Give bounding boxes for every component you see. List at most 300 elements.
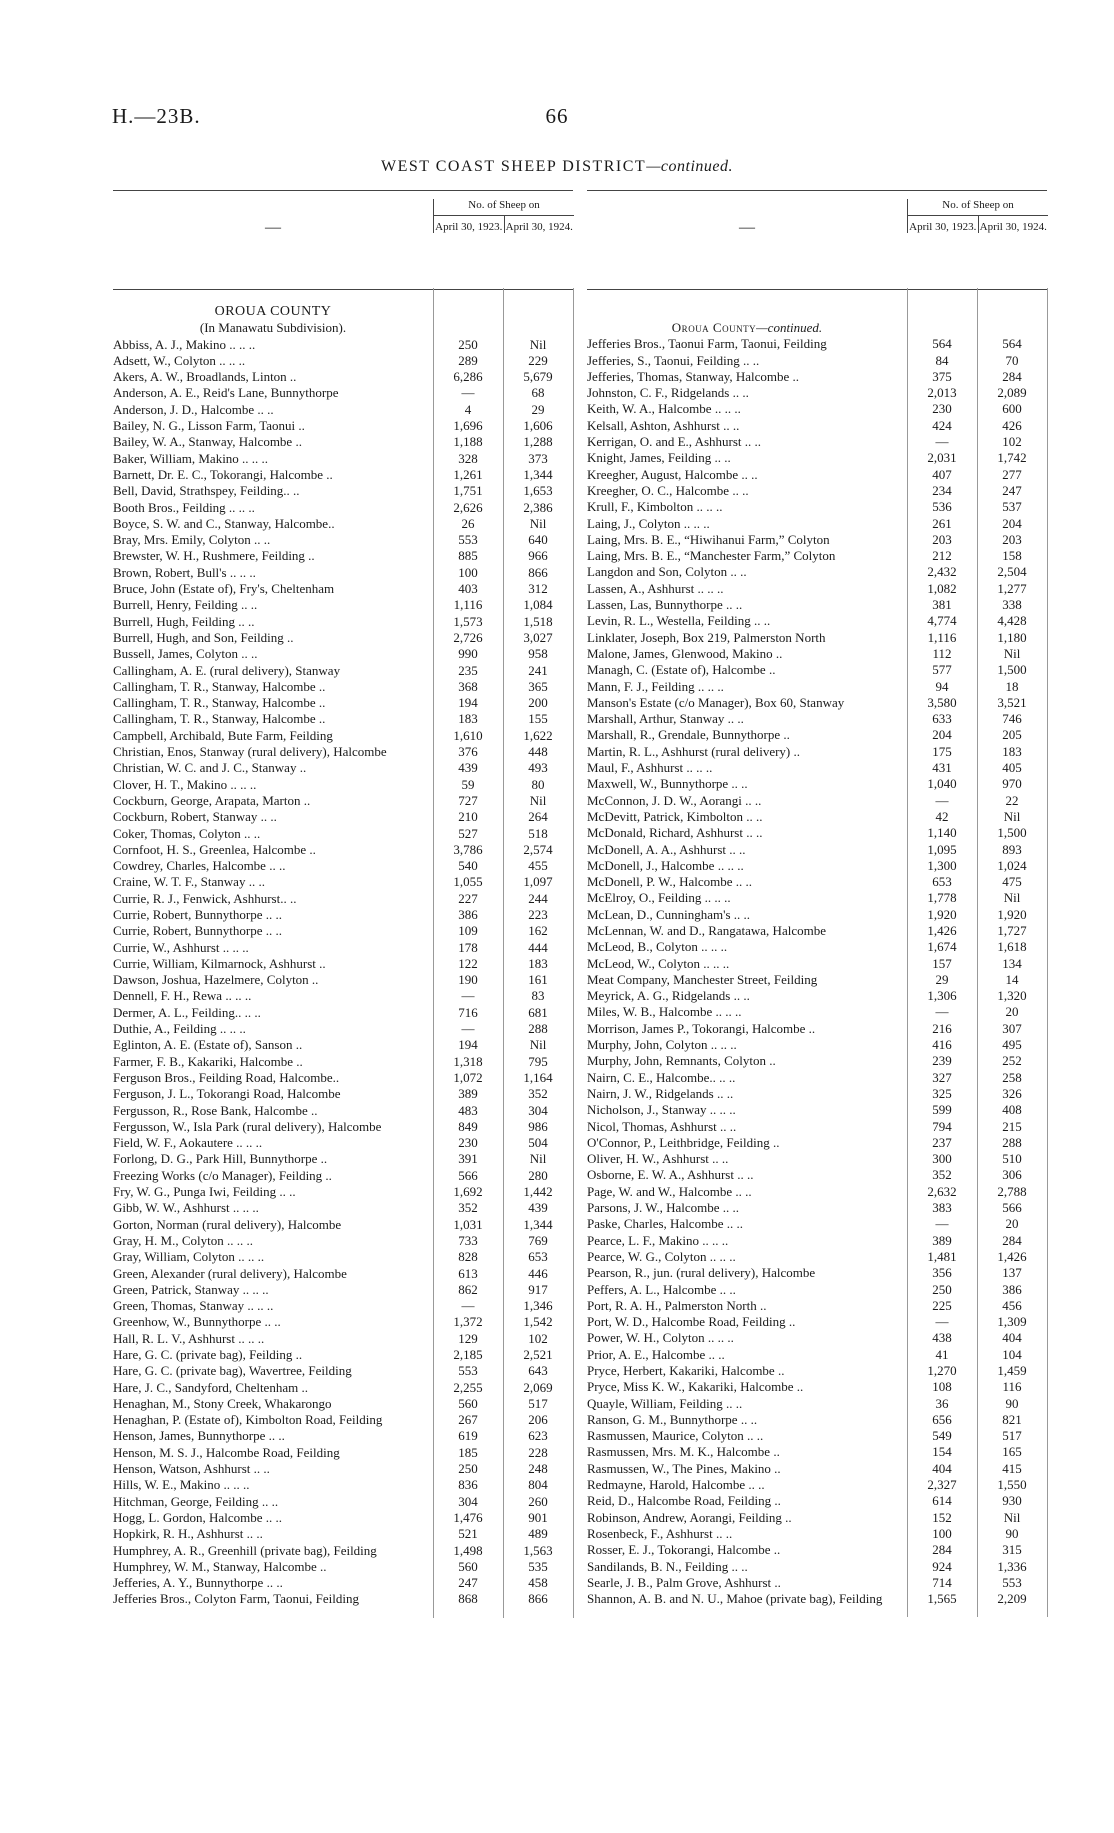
right-column: [587, 190, 1047, 1607]
sheep-1924-cell: 1,084: [523, 597, 553, 613]
page-number: 66: [545, 104, 569, 128]
sheep-1923-cell: 1,318: [453, 1053, 483, 1069]
sheep-1924-cell: 456: [1002, 1297, 1022, 1313]
owner-name-cell: Pearce, L. F., Makino .. .. ..: [587, 1232, 729, 1248]
table-row: [587, 1135, 1047, 1151]
sheep-1924-cell: 102: [528, 1330, 548, 1346]
sheep-1924-cell: 1,500: [997, 825, 1027, 841]
owner-name-cell: Parsons, J. W., Halcombe .. ..: [587, 1200, 740, 1216]
sheep-1923-cell: 3,786: [453, 841, 483, 857]
sheep-1923-cell: 3,580: [927, 694, 957, 710]
sheep-1923-cell: 284: [932, 1542, 952, 1558]
sheep-1923-cell: 1,481: [927, 1248, 957, 1264]
table-row: [113, 1200, 573, 1216]
sheep-1924-cell: 866: [528, 564, 548, 580]
sheep-1923-cell: —: [461, 385, 475, 401]
sheep-1924-cell: 1,622: [523, 727, 553, 743]
owner-name-cell: Christian, Enos, Stanway (rural delivery), Halcombe: [113, 744, 387, 760]
table-row: [113, 614, 573, 630]
table-row: [113, 565, 573, 581]
sheep-1923-cell: —: [935, 792, 949, 808]
owner-name-cell: Jefferies, Thomas, Stanway, Halcombe ..: [587, 368, 800, 384]
owner-name-cell: Brewster, W. H., Rushmere, Feilding ..: [113, 548, 315, 564]
sheep-1924-cell: 288: [528, 1021, 548, 1037]
owner-name-cell: McLeod, B., Colyton .. .. ..: [587, 939, 728, 955]
table-row: [113, 956, 573, 972]
owner-name-cell: Jefferies, S., Taonui, Feilding .. ..: [587, 352, 760, 368]
sheep-1924-cell: 681: [528, 1004, 548, 1020]
table-row: [113, 940, 573, 956]
sheep-1923-cell: 100: [458, 564, 478, 580]
table-row: [587, 581, 1047, 597]
sheep-1924-cell: 134: [1002, 955, 1022, 971]
owner-name-cell: Meyrick, A. G., Ridgelands .. ..: [587, 988, 750, 1004]
sheep-1924-cell: 455: [528, 858, 548, 874]
sheep-1923-cell: 391: [458, 1151, 478, 1167]
table-row: [113, 548, 573, 564]
sheep-1924-cell: 448: [528, 744, 548, 760]
owner-name-cell: McLean, D., Cunningham's .. ..: [587, 906, 751, 922]
sheep-1923-cell: 794: [932, 1118, 952, 1134]
table-row: [587, 1070, 1047, 1086]
owner-name-cell: Levin, R. L., Westella, Feilding .. ..: [587, 613, 771, 629]
sheep-1923-cell: —: [935, 1004, 949, 1020]
sheep-1923-cell: 564: [932, 336, 952, 352]
owner-name-cell: Paske, Charles, Halcombe .. ..: [587, 1216, 743, 1232]
table-body: [113, 304, 573, 1608]
table-row: [587, 711, 1047, 727]
sheep-1923-cell: 2,632: [927, 1183, 957, 1199]
sheep-1924-cell: Nil: [529, 515, 547, 531]
owner-name-cell: Currie, R. J., Fenwick, Ashhurst.. ..: [113, 890, 297, 906]
owner-name-cell: Gibb, W. W., Ashhurst .. .. ..: [113, 1200, 259, 1216]
sheep-1924-cell: 2,209: [997, 1591, 1027, 1607]
sheep-1923-cell: 2,031: [927, 450, 957, 466]
table-row: [113, 1543, 573, 1559]
owner-name-cell: Burrell, Hugh, Feilding .. ..: [113, 613, 255, 629]
sheep-1923-cell: 614: [932, 1493, 952, 1509]
owner-name-cell: Henson, James, Bunnythorpe .. ..: [113, 1428, 285, 1444]
sheep-1924-cell: 2,089: [997, 385, 1027, 401]
sheep-1924-cell: 247: [1002, 482, 1022, 498]
owner-name-cell: Forlong, D. G., Park Hill, Bunnythorpe ..: [113, 1151, 328, 1167]
table-row: [587, 1412, 1047, 1428]
table-row: [587, 1363, 1047, 1379]
table-row: [113, 760, 573, 776]
sheep-1923-cell: 2,432: [927, 564, 957, 580]
table-row: [113, 1021, 573, 1037]
sheep-1923-cell: 1,372: [453, 1314, 483, 1330]
sheep-1923-cell: 4,774: [927, 613, 957, 629]
sheep-1923-cell: 1,055: [453, 874, 483, 890]
owner-name-cell: Hopkirk, R. H., Ashhurst .. ..: [113, 1526, 263, 1542]
owner-name-cell: Fergusson, W., Isla Park (rural delivery), Halcombe: [113, 1118, 382, 1134]
sheep-1924-cell: 970: [1002, 776, 1022, 792]
sheep-1924-cell: 22: [1005, 792, 1019, 808]
table-row: [113, 402, 573, 418]
table-row: [587, 1428, 1047, 1444]
owner-name-cell: Cockburn, Robert, Stanway .. ..: [113, 809, 277, 825]
sheep-1923-cell: 483: [458, 1102, 478, 1118]
owner-name-cell: Anderson, A. E., Reid's Lane, Bunnythorpe: [113, 385, 339, 401]
col-1924-header: April 30, 1924.: [979, 221, 1047, 233]
owner-name-cell: Currie, Robert, Bunnythorpe .. ..: [113, 906, 282, 922]
sheep-1923-cell: 553: [458, 532, 478, 548]
sheep-1923-cell: 1,565: [927, 1591, 957, 1607]
sheep-1924-cell: 746: [1002, 711, 1022, 727]
table-row: [587, 858, 1047, 874]
owner-name-cell: Reid, D., Halcombe Road, Feilding ..: [587, 1493, 781, 1509]
sheep-1924-cell: 4,428: [997, 613, 1027, 629]
sheep-1923-cell: 109: [458, 923, 478, 939]
sheep-1924-cell: 161: [528, 972, 548, 988]
sheep-1923-cell: 527: [458, 825, 478, 841]
owner-name-cell: Brown, Robert, Bull's .. .. ..: [113, 564, 256, 580]
table-row: [113, 532, 573, 548]
sheep-1923-cell: 300: [932, 1151, 952, 1167]
owner-name-cell: Burrell, Henry, Feilding .. ..: [113, 597, 258, 613]
owner-name-cell: Henson, Watson, Ashhurst .. ..: [113, 1461, 270, 1477]
sheep-1924-cell: 284: [1002, 1232, 1022, 1248]
sheep-1924-cell: 200: [528, 695, 548, 711]
sheep-1923-cell: 29: [935, 971, 949, 987]
sheep-1924-cell: 426: [1002, 417, 1022, 433]
sheep-1923-cell: 100: [932, 1525, 952, 1541]
sheep-1924-cell: 458: [528, 1575, 548, 1591]
owner-name-cell: Power, W. H., Colyton .. .. ..: [587, 1330, 734, 1346]
sheep-1924-cell: 1,346: [523, 1298, 553, 1314]
sheep-1924-cell: 102: [1002, 434, 1022, 450]
sheep-1923-cell: —: [935, 1314, 949, 1330]
owner-name-cell: Lassen, A., Ashhurst .. .. ..: [587, 580, 724, 596]
sheep-1923-cell: 566: [458, 1167, 478, 1183]
owner-name-cell: Ranson, G. M., Bunnythorpe .. ..: [587, 1411, 758, 1427]
sheep-1923-cell: 216: [932, 1020, 952, 1036]
sheep-1924-cell: 244: [528, 890, 548, 906]
header-dash: —: [739, 219, 755, 236]
table-row: [587, 1167, 1047, 1183]
sheep-1923-cell: 656: [932, 1411, 952, 1427]
sheep-count-header: [907, 199, 1048, 233]
sheep-1923-cell: —: [461, 1298, 475, 1314]
sheep-1924-cell: 116: [1002, 1379, 1022, 1395]
table-row: [113, 988, 573, 1004]
owner-name-cell: Green, Alexander (rural delivery), Halcombe: [113, 1265, 347, 1281]
owner-name-cell: Morrison, James P., Tokorangi, Halcombe ..: [587, 1020, 816, 1036]
table-row: [587, 532, 1047, 548]
sheep-1923-cell: 1,116: [453, 597, 483, 613]
sheep-1923-cell: 185: [458, 1444, 478, 1460]
sheep-1923-cell: 157: [932, 955, 952, 971]
sheep-1923-cell: 190: [458, 972, 478, 988]
table-row: [113, 663, 573, 679]
sheep-1923-cell: 549: [932, 1428, 952, 1444]
sheep-1924-cell: 386: [1002, 1281, 1022, 1297]
table-row: [113, 353, 573, 369]
sheep-1923-cell: 2,726: [453, 629, 483, 645]
owner-name-cell: Eglinton, A. E. (Estate of), Sanson ..: [113, 1037, 303, 1053]
sheep-1924-cell: 986: [528, 1118, 548, 1134]
owner-name-cell: McDonell, P. W., Halcombe .. ..: [587, 874, 753, 890]
sheep-1924-cell: 1,164: [523, 1069, 553, 1085]
owner-name-cell: Hare, G. C. (private bag), Feilding ..: [113, 1347, 303, 1362]
sheep-1923-cell: 653: [932, 874, 952, 890]
sheep-1923-cell: 407: [932, 466, 952, 482]
owner-name-cell: Burrell, Hugh, and Son, Feilding ..: [113, 629, 294, 645]
sheep-1924-cell: 284: [1002, 368, 1022, 384]
owner-name-cell: Oliver, H. W., Ashhurst .. ..: [587, 1151, 729, 1167]
table-row: [587, 1184, 1047, 1200]
sheep-1923-cell: 247: [458, 1575, 478, 1591]
sheep-1924-cell: 553: [1002, 1574, 1022, 1590]
table-row: [113, 1103, 573, 1119]
owner-name-cell: Barnett, Dr. E. C., Tokorangi, Halcombe ..: [113, 466, 333, 482]
owner-name-cell: Callingham, A. E. (rural delivery), Stanway: [113, 662, 341, 678]
table-row: [113, 1526, 573, 1542]
col-1923-header: April 30, 1923.: [908, 216, 979, 233]
table-row: [113, 1331, 573, 1347]
owner-name-cell: Hare, J. C., Sandyford, Cheltenham ..: [113, 1379, 308, 1395]
sheep-1924-cell: 90: [1005, 1395, 1019, 1411]
sheep-1923-cell: 438: [932, 1330, 952, 1346]
sheep-1923-cell: 577: [932, 662, 952, 678]
table-row: [113, 1233, 573, 1249]
sheep-1924-cell: 260: [528, 1493, 548, 1509]
sheep-1924-cell: 352: [528, 1086, 548, 1102]
owner-name-cell: Coker, Thomas, Colyton .. ..: [113, 825, 261, 841]
owner-name-cell: Port, R. A. H., Palmerston North ..: [587, 1297, 767, 1313]
sheep-1924-cell: 640: [528, 532, 548, 548]
table-row: [587, 1444, 1047, 1460]
owner-name-cell: McLeod, W., Colyton .. .. ..: [587, 955, 730, 971]
owner-name-cell: Malone, James, Glenwood, Makino ..: [587, 645, 783, 661]
sheep-1923-cell: 194: [458, 1037, 478, 1053]
sheep-1924-cell: 29: [531, 401, 545, 417]
table-row: [587, 1037, 1047, 1053]
owner-name-cell: Manson's Estate (c/o Manager), Box 60, Stanway: [587, 694, 845, 710]
owner-name-cell: Bell, David, Strathspey, Feilding.. ..: [113, 483, 300, 499]
owner-name-cell: Cockburn, George, Arapata, Marton ..: [113, 792, 311, 808]
sheep-1923-cell: 403: [458, 581, 478, 597]
sheep-1923-cell: 154: [932, 1444, 952, 1460]
column-rule: [503, 288, 504, 1618]
table-row: [113, 467, 573, 483]
sheep-1924-cell: 653: [528, 1249, 548, 1265]
table-row: [587, 1102, 1047, 1118]
owner-name-cell: Linklater, Joseph, Box 219, Palmerston North: [587, 629, 826, 645]
section-subheading: (In Manawatu Subdivision).: [199, 320, 347, 336]
owner-name-cell: Murphy, John, Colyton .. .. ..: [587, 1037, 737, 1053]
sheep-1924-cell: 439: [528, 1200, 548, 1216]
sheep-1923-cell: 404: [932, 1460, 952, 1476]
sheep-1923-cell: 203: [932, 531, 952, 547]
owner-name-cell: Hall, R. L. V., Ashhurst .. .. ..: [113, 1330, 265, 1346]
table-row: [587, 1575, 1047, 1591]
owner-name-cell: Cowdrey, Charles, Halcombe .. ..: [113, 858, 286, 874]
sheep-1923-cell: 560: [458, 1395, 478, 1411]
table-row: [587, 499, 1047, 515]
sheep-1923-cell: 194: [458, 695, 478, 711]
sheep-1923-cell: 376: [458, 744, 478, 760]
table-row: [113, 1135, 573, 1151]
table-row: [113, 1184, 573, 1200]
sheep-1923-cell: 289: [458, 352, 478, 368]
sheep-1924-cell: 1,309: [997, 1314, 1027, 1330]
sheep-1923-cell: 42: [935, 808, 949, 824]
sheep-1924-cell: 215: [1002, 1118, 1022, 1134]
owner-name-cell: McElroy, O., Feilding .. .. ..: [587, 890, 731, 906]
sheep-count-header: [433, 199, 574, 233]
table-row: [587, 695, 1047, 711]
table-row: [587, 564, 1047, 580]
table-row: [113, 500, 573, 516]
table-row: [587, 923, 1047, 939]
sheep-1924-cell: 404: [1002, 1330, 1022, 1346]
table-row: [113, 483, 573, 499]
sheep-1924-cell: 1,426: [997, 1248, 1027, 1264]
sheep-1924-cell: 1,320: [997, 988, 1027, 1004]
sheep-1924-cell: 203: [1002, 531, 1022, 547]
sheep-1924-cell: Nil: [529, 1037, 547, 1053]
owner-name-cell: Shannon, A. B. and N. U., Mahoe (private bag), Feilding: [587, 1591, 883, 1607]
sheep-1923-cell: 1,426: [927, 922, 957, 938]
sheep-1923-cell: 1,751: [453, 483, 483, 499]
table-row: [113, 1037, 573, 1053]
sheep-1924-cell: 228: [528, 1444, 548, 1460]
owner-name-cell: Lassen, Las, Bunnythorpe .. ..: [587, 597, 743, 613]
owner-name-cell: Hogg, L. Gordon, Halcombe .. ..: [113, 1509, 282, 1525]
sheep-1924-cell: 415: [1002, 1460, 1022, 1476]
table-row: [113, 1151, 573, 1167]
sheep-1924-cell: 1,742: [997, 450, 1027, 466]
owner-name-cell: Boyce, S. W. and C., Stanway, Halcombe..: [113, 515, 335, 531]
table-row: [113, 1591, 573, 1607]
sheep-1923-cell: 368: [458, 678, 478, 694]
owner-name-cell: Gorton, Norman (rural delivery), Halcombe: [113, 1216, 342, 1232]
owner-name-cell: Knight, James, Feilding .. ..: [587, 450, 731, 466]
owner-name-cell: Field, W. F., Aokautere .. .. ..: [113, 1135, 263, 1151]
table-row: [113, 418, 573, 434]
owner-name-cell: Currie, William, Kilmarnock, Ashhurst ..: [113, 955, 326, 971]
sheep-1924-cell: 183: [528, 955, 548, 971]
section-heading: OROUA COUNTY: [214, 304, 332, 319]
sheep-1924-cell: 1,180: [997, 629, 1027, 645]
table-row: [587, 662, 1047, 678]
sheep-1924-cell: 2,521: [523, 1347, 553, 1362]
sheep-1923-cell: 1,270: [927, 1363, 957, 1378]
sheep-1924-cell: 1,500: [997, 662, 1027, 678]
sheep-1924-cell: 223: [528, 906, 548, 922]
owner-name-cell: Clover, H. T., Makino .. .. ..: [113, 776, 257, 792]
sheep-1924-cell: 104: [1002, 1346, 1022, 1362]
owner-name-cell: Green, Patrick, Stanway .. .. ..: [113, 1281, 269, 1297]
sheep-1923-cell: 261: [932, 515, 952, 531]
sheep-1923-cell: 352: [458, 1200, 478, 1216]
table-row: [587, 972, 1047, 988]
sheep-1924-cell: 1,344: [523, 466, 553, 482]
sheep-1923-cell: 327: [932, 1069, 952, 1085]
sheep-1924-cell: 1,097: [523, 874, 553, 890]
table-row: [587, 548, 1047, 564]
sheep-1923-cell: 356: [932, 1265, 952, 1281]
sheep-1924-cell: 504: [528, 1135, 548, 1151]
table-row: [113, 1347, 573, 1363]
sheep-1923-cell: 6,286: [453, 369, 483, 385]
sheep-1924-cell: 444: [528, 939, 548, 955]
table-row: [113, 858, 573, 874]
owner-name-cell: Pearson, R., jun. (rural delivery), Halcombe: [587, 1265, 816, 1281]
column-rule: [907, 288, 908, 1617]
table-row: [113, 581, 573, 597]
table-row: [587, 1233, 1047, 1249]
sheep-1924-cell: 517: [528, 1395, 548, 1411]
owner-name-cell: Marshall, Arthur, Stanway .. ..: [587, 711, 744, 727]
owner-name-cell: Bruce, John (Estate of), Fry's, Cheltenham: [113, 581, 335, 597]
sheep-1924-cell: Nil: [1003, 808, 1021, 824]
sheep-1923-cell: 237: [932, 1134, 952, 1150]
sheep-1924-cell: 373: [528, 450, 548, 466]
sheep-1923-cell: —: [461, 1021, 475, 1037]
sheep-1924-cell: 258: [1002, 1069, 1022, 1085]
owner-name-cell: Laing, J., Colyton .. .. ..: [587, 515, 710, 531]
table-row: [587, 1086, 1047, 1102]
sheep-1923-cell: 1,095: [927, 841, 957, 857]
table-row: [113, 1396, 573, 1412]
sheep-1924-cell: 205: [1002, 727, 1022, 743]
owner-name-cell: Bailey, W. A., Stanway, Halcombe ..: [113, 434, 302, 450]
sheep-1923-cell: 521: [458, 1526, 478, 1542]
owner-name-cell: Hare, G. C. (private bag), Wavertree, Feilding: [113, 1363, 352, 1379]
sheep-1923-cell: 2,013: [927, 385, 957, 401]
table-row: [113, 1494, 573, 1510]
table-row: [587, 1265, 1047, 1281]
sheep-1923-cell: 386: [458, 906, 478, 922]
sheep-1924-cell: 1,920: [997, 906, 1027, 922]
table-row: [587, 956, 1047, 972]
owner-name-cell: Rasmussen, Maurice, Colyton .. ..: [587, 1428, 764, 1444]
sheep-1924-cell: 866: [528, 1591, 548, 1607]
table-row: [113, 337, 573, 353]
table-body: [587, 304, 1047, 1607]
sheep-1924-cell: 80: [531, 776, 545, 792]
sheep-1924-cell: 307: [1002, 1020, 1022, 1036]
table-row: [113, 1282, 573, 1298]
sheep-1923-cell: 1,040: [927, 776, 957, 792]
table-row: [587, 646, 1047, 662]
sheep-1924-cell: 306: [1002, 1167, 1022, 1183]
sheep-1923-cell: 41: [935, 1346, 949, 1362]
sheep-1923-cell: 152: [932, 1509, 952, 1525]
sheep-1923-cell: 1,692: [453, 1184, 483, 1200]
table-row: [587, 1591, 1047, 1607]
table-row: [587, 1298, 1047, 1314]
sheep-1923-cell: 536: [932, 499, 952, 515]
sheep-1924-cell: 408: [1002, 1102, 1022, 1118]
owner-name-cell: Keith, W. A., Halcombe .. .. ..: [587, 401, 741, 417]
table-row: [587, 369, 1047, 385]
sheep-1923-cell: 836: [458, 1477, 478, 1493]
sheep-1924-cell: 2,069: [523, 1379, 553, 1395]
sheep-1923-cell: 553: [458, 1363, 478, 1379]
owner-name-cell: Jefferies Bros., Colyton Farm, Taonui, Feilding: [113, 1591, 359, 1607]
owner-name-cell: Pryce, Herbert, Kakariki, Halcombe ..: [587, 1363, 785, 1378]
table-row: [587, 353, 1047, 369]
owner-name-cell: Henson, M. S. J., Halcombe Road, Feilding: [113, 1444, 340, 1460]
sheep-1923-cell: —: [935, 1216, 949, 1232]
owner-name-cell: Christian, W. C. and J. C., Stanway ..: [113, 760, 307, 776]
sheep-1923-cell: 112: [932, 645, 952, 661]
owner-name-cell: Laing, Mrs. B. E., “Hiwihanui Farm,” Colyton: [587, 531, 830, 547]
